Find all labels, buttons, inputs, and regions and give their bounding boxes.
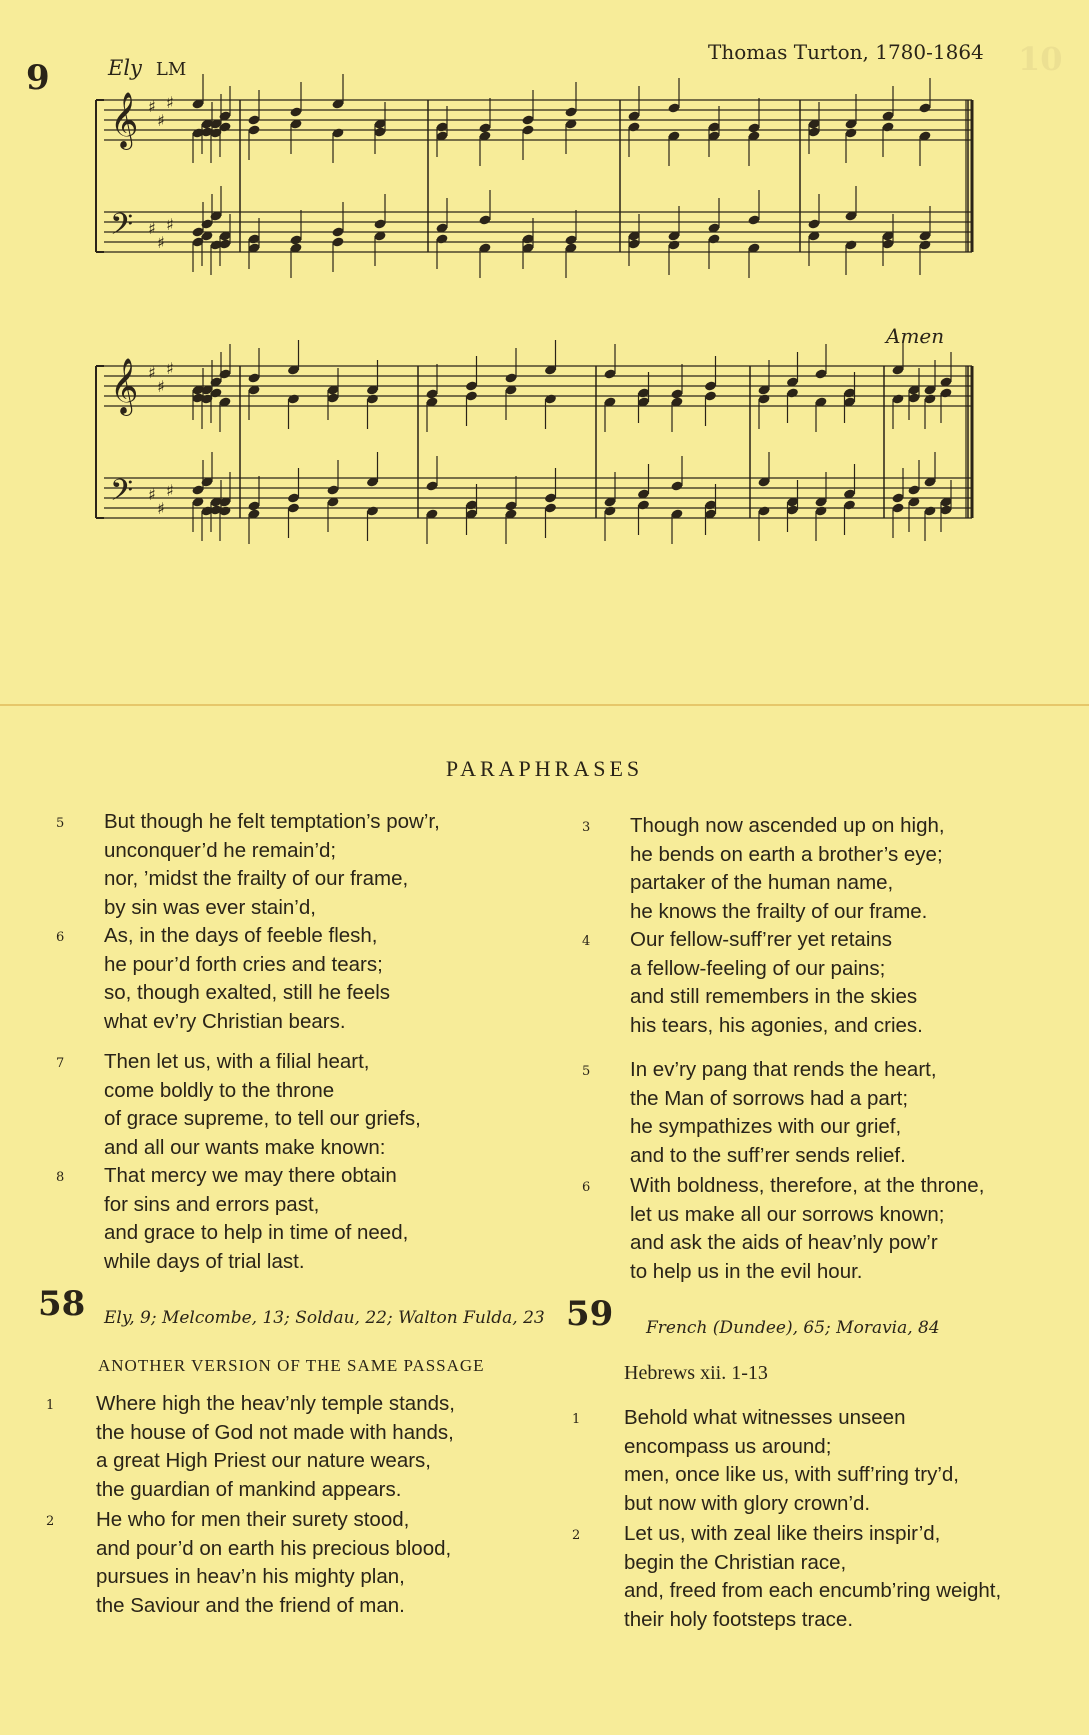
stanza: [56, 1048, 421, 1162]
sharp-icon: ♯: [166, 481, 174, 500]
verse-line: Let us, with zeal like theirs inspir’d,: [624, 1522, 941, 1545]
bass-clef-icon: 𝄢: [110, 474, 134, 515]
composer-credit: Thomas Turton, 1780-1864: [708, 40, 984, 64]
verse-line: he pour’d forth cries and tears;: [104, 952, 383, 976]
verse-line: But though he felt temptation’s pow’r,: [104, 810, 440, 833]
verse-number: 7: [56, 1056, 65, 1071]
section-title: PARAPHRASES: [445, 756, 644, 781]
verse-number: 5: [582, 1064, 591, 1079]
bleed-through-number: 10: [1018, 40, 1063, 78]
sharp-icon: ♯: [166, 93, 174, 112]
verse-line: he knows the frailty of our frame.: [630, 899, 928, 923]
verse-line: begin the Christian race,: [624, 1550, 847, 1574]
tune-name-label: Ely: [108, 56, 142, 80]
verse-line: He who for men their surety stood,: [96, 1508, 410, 1531]
page-divider: [0, 704, 1089, 706]
sharp-icon: ♯: [148, 363, 156, 382]
verse-line: but now with glory crown’d.: [624, 1491, 871, 1515]
stanza: [582, 1172, 985, 1286]
verse-line: to help us in the evil hour.: [630, 1259, 863, 1283]
verse-line: men, once like us, with suff’ring try’d,: [624, 1463, 959, 1487]
sharp-icon: ♯: [157, 499, 165, 518]
verse-line: let us make all our sorrows known;: [630, 1202, 945, 1226]
verse-line: Then let us, with a filial heart,: [104, 1050, 370, 1073]
verse-number: 6: [56, 930, 65, 945]
verse-line: he bends on earth a brother’s eye;: [630, 842, 943, 866]
verse-number: 2: [46, 1514, 55, 1529]
sharp-icon: ♯: [148, 97, 156, 116]
verse-line: and all our wants make known:: [104, 1135, 386, 1159]
verse-line: unconquer’d he remain’d;: [104, 838, 337, 862]
stanza: [572, 1520, 1002, 1634]
stanza: [582, 1056, 937, 1170]
verse-line: With boldness, therefore, at the throne,: [630, 1174, 985, 1197]
verse-line: Though now ascended up on high,: [630, 814, 945, 837]
music-score: [0, 0, 1089, 600]
verse-line: come boldly to the throne: [104, 1078, 335, 1102]
bass-clef-icon: 𝄢: [110, 208, 134, 249]
verse-line: In ev’ry pang that rends the heart,: [630, 1058, 937, 1081]
verse-line: the Man of sorrows had a part;: [630, 1086, 909, 1110]
verse-line: Our fellow-suff’rer yet retains: [630, 928, 893, 951]
sharp-icon: ♯: [148, 485, 156, 504]
verse-line: partaker of the human name,: [630, 871, 894, 895]
verse-number: 4: [582, 934, 591, 949]
verse-line: of grace supreme, to tell our griefs,: [104, 1107, 421, 1131]
stanza: [46, 1390, 455, 1504]
hymn-number: 58: [38, 1284, 86, 1324]
verse-line: pursues in heav’n his mighty plan,: [96, 1565, 405, 1589]
stanza: [572, 1404, 959, 1518]
hymn-heading: ANOTHER VERSION OF THE SAME PASSAGE: [98, 1356, 485, 1375]
verse-line: by sin was ever stain’d,: [104, 895, 316, 919]
verse-number: 1: [46, 1398, 55, 1413]
verse-line: what ev’ry Christian bears.: [104, 1009, 346, 1033]
stanza: [46, 1506, 452, 1620]
verse-line: so, though exalted, still he feels: [104, 981, 391, 1005]
verse-line: for sins and errors past,: [104, 1192, 320, 1216]
scripture-reference: Hebrews xii. 1-13: [624, 1362, 768, 1384]
stanza: [56, 808, 440, 922]
sharp-icon: ♯: [166, 359, 174, 378]
verse-line: his tears, his agonies, and cries.: [630, 1013, 923, 1037]
tune-references: French (Dundee), 65; Moravia, 84: [646, 1318, 940, 1338]
verse-line: the Saviour and the friend of man.: [96, 1593, 405, 1617]
sharp-icon: ♯: [166, 215, 174, 234]
treble-clef-icon: 𝄞: [110, 92, 139, 148]
treble-clef-icon: 𝄞: [110, 358, 139, 414]
stanza: [56, 922, 391, 1036]
verse-number: 1: [572, 1412, 581, 1427]
verse-line: and grace to help in time of need,: [104, 1221, 409, 1245]
sharp-icon: ♯: [157, 377, 165, 396]
tune-references: Ely, 9; Melcombe, 13; Soldau, 22; Walton Fulda, 23: [104, 1308, 545, 1328]
verse-line: Where high the heav’nly temple stands,: [96, 1392, 455, 1415]
sharp-icon: ♯: [148, 219, 156, 238]
verse-line: and ask the aids of heav’nly pow’r: [630, 1231, 938, 1255]
sharp-icon: ♯: [157, 111, 165, 130]
verse-line: he sympathizes with our grief,: [630, 1115, 902, 1139]
tune-number: 9: [26, 58, 50, 98]
amen-label: Amen: [886, 324, 945, 348]
verse-line: their holy footsteps trace.: [624, 1607, 854, 1631]
verse-line: the guardian of mankind appears.: [96, 1477, 402, 1501]
verse-line: while days of trial last.: [104, 1249, 305, 1273]
verse-line: and still remembers in the skies: [630, 985, 918, 1009]
verse-line: encompass us around;: [624, 1434, 832, 1458]
stanza: [582, 812, 945, 926]
verse-number: 5: [56, 816, 65, 831]
verse-line: As, in the days of feeble flesh,: [104, 924, 378, 947]
verse-line: nor, ’midst the frailty of our frame,: [104, 867, 409, 891]
verse-line: the house of God not made with hands,: [96, 1420, 454, 1444]
verse-line: and, freed from each encumb’ring weight,: [624, 1579, 1002, 1603]
tune-meter: LM: [155, 59, 187, 80]
stanza: [56, 1162, 409, 1276]
verse-line: a great High Priest our nature wears,: [96, 1449, 431, 1473]
verse-number: 3: [582, 820, 591, 835]
sharp-icon: ♯: [157, 233, 165, 252]
verse-line: and pour’d on earth his precious blood,: [96, 1536, 452, 1560]
verse-number: 8: [56, 1170, 65, 1185]
verse-line: That mercy we may there obtain: [104, 1164, 397, 1187]
verse-line: Behold what witnesses unseen: [624, 1406, 906, 1429]
verse-line: and to the suff’rer sends relief.: [630, 1143, 906, 1167]
verse-number: 2: [572, 1528, 581, 1543]
verse-line: a fellow-feeling of our pains;: [630, 956, 886, 980]
verse-number: 6: [582, 1180, 591, 1195]
hymn-number: 59: [566, 1294, 614, 1334]
stanza: [582, 926, 923, 1040]
